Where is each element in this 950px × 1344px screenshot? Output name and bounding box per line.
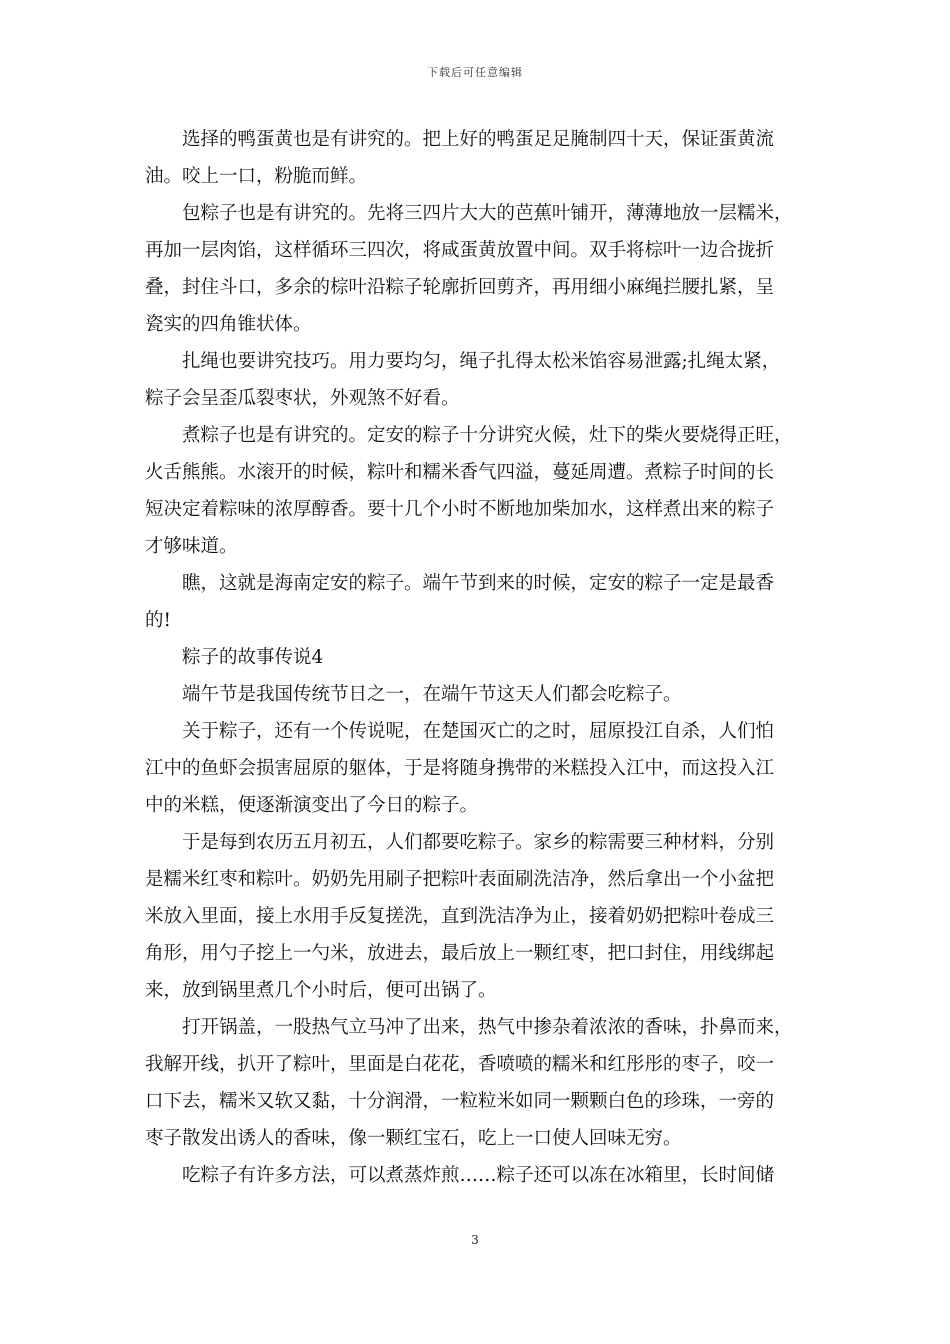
section-heading: 粽子的故事传说4 xyxy=(182,647,324,668)
text-line: 油。咬上一口，粉脆而鲜。 xyxy=(145,166,368,187)
text-line: 火舌熊熊。水滚开的时候，粽叶和糯米香气四溢，蔓延周遭。煮粽子时间的长 xyxy=(145,462,775,483)
text-line: 中的米糕，便逐渐演变出了今日的粽子。 xyxy=(145,795,479,816)
text-line: 打开锅盖，一股热气立马冲了出来，热气中掺杂着浓浓的香味，扑鼻而来， xyxy=(182,1017,793,1038)
text-line: 的! xyxy=(145,610,171,631)
text-line: 短决定着粽味的浓厚醇香。要十几个小时不断地加柴加水，这样煮出来的粽子 xyxy=(145,499,775,520)
text-line: 瓷实的四角锥状体。 xyxy=(145,314,312,335)
text-line: 才够味道。 xyxy=(145,536,238,557)
text-line: 选择的鸭蛋黄也是有讲究的。把上好的鸭蛋足足腌制四十天，保证蛋黄流 xyxy=(182,129,775,150)
text-line: 端午节是我国传统节日之一，在端午节这天人们都会吃粽子。 xyxy=(182,684,682,705)
text-line: 我解开线，扒开了粽叶，里面是白花花，香喷喷的糯米和红彤彤的枣子，咬一 xyxy=(145,1054,775,1075)
text-line: 吃粽子有许多方法，可以煮蒸炸煎……粽子还可以冻在冰箱里，长时间储 xyxy=(182,1165,775,1186)
text-line: 煮粽子也是有讲究的。定安的粽子十分讲究火候，灶下的柴火要烧得正旺， xyxy=(182,425,793,446)
text-line: 枣子散发出诱人的香味，像一颗红宝石，吃上一口使人回味无穷。 xyxy=(145,1128,682,1149)
text-line: 是糯米红枣和粽叶。奶奶先用刷子把粽叶表面刷洗洁净，然后拿出一个小盆把 xyxy=(145,869,775,890)
text-line: 再加一层肉馅，这样循环三四次，将咸蛋黄放置中间。双手将棕叶一边合拢折 xyxy=(145,240,775,261)
text-line: 粽子会呈歪瓜裂枣状，外观煞不好看。 xyxy=(145,388,460,409)
text-line: 角形，用勺子挖上一勺米，放进去，最后放上一颗红枣，把口封住，用线绑起 xyxy=(145,943,775,964)
text-line: 于是每到农历五月初五，人们都要吃粽子。家乡的粽需要三种材料，分别 xyxy=(182,832,775,853)
text-line: 江中的鱼虾会损害屈原的躯体，于是将随身携带的米糕投入江中，而这投入江 xyxy=(145,758,775,779)
text-line: 来，放到锅里煮几个小时后，便可出锅了。 xyxy=(145,980,497,1001)
text-line: 扎绳也要讲究技巧。用力要均匀，绳子扎得太松米馅容易泄露;扎绳太紧， xyxy=(182,351,781,372)
text-line: 米放入里面，接上水用手反复搓洗，直到洗洁净为止，接着奶奶把粽叶卷成三 xyxy=(145,906,775,927)
text-line: 关于粽子，还有一个传说呢，在楚国灭亡的之时，屈原投江自杀，人们怕 xyxy=(182,721,775,742)
text-line: 包粽子也是有讲究的。先将三四片大大的芭蕉叶铺开，薄薄地放一层糯米， xyxy=(182,203,793,224)
text-line: 叠，封住斗口，多余的棕叶沿粽子轮廓折回剪齐，再用细小麻绳拦腰扎紧，呈 xyxy=(145,277,775,298)
body-text xyxy=(145,121,810,1194)
text-line: 口下去，糯米又软又黏，十分润滑，一粒粒米如同一颗颗白色的珍珠，一旁的 xyxy=(145,1091,775,1112)
page-header: 下载后可任意编辑 xyxy=(427,66,523,79)
page-number: 3 xyxy=(471,1233,479,1247)
text-line: 瞧，这就是海南定安的粽子。端午节到来的时候，定安的粽子一定是最香 xyxy=(182,573,775,594)
